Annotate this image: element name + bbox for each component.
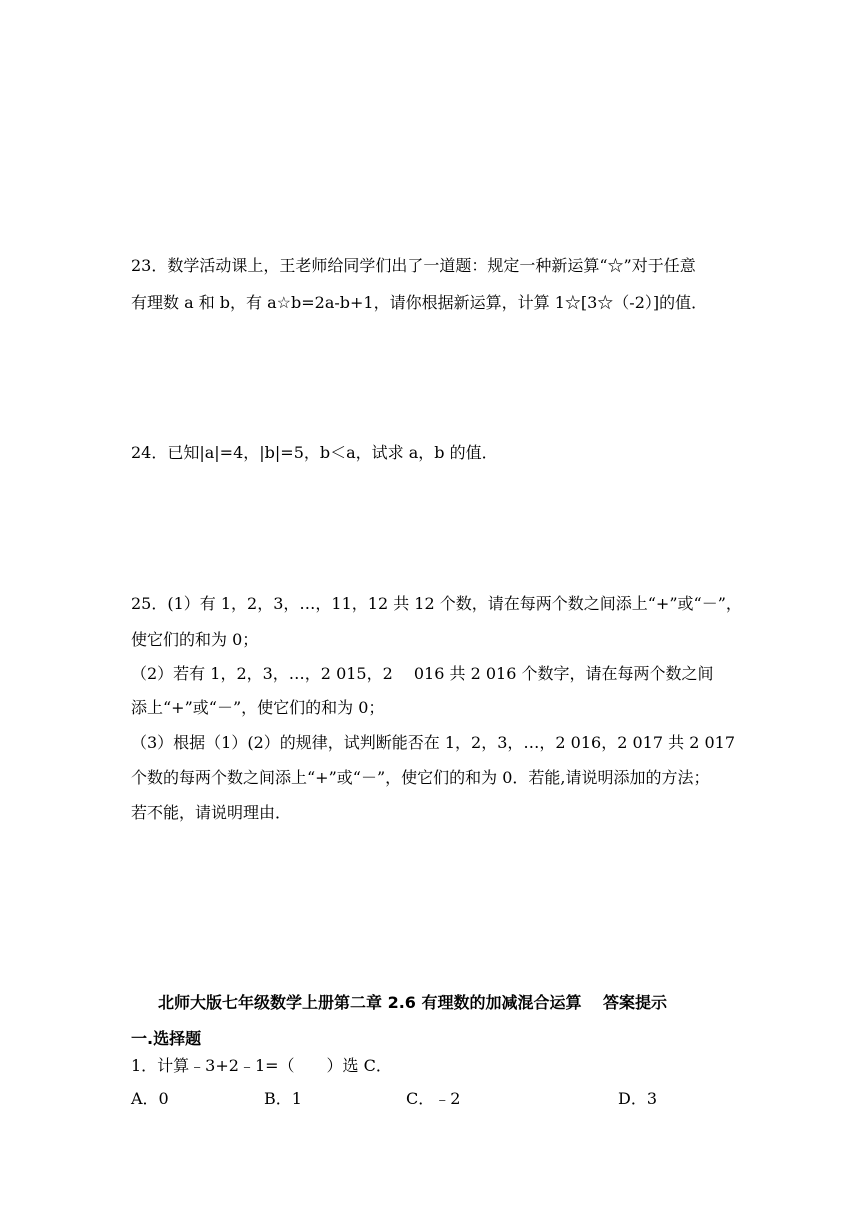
section-heading: 一.选择题: [131, 1029, 202, 1048]
question-25-line-1: 25．(1）有 1，2，3，…，11，12 共 12 个数，请在每两个数之间添上“+”或“－”，: [131, 594, 742, 613]
option-b: B．1: [264, 1089, 302, 1108]
question-25-line-2: 使它们的和为 0；: [131, 630, 259, 649]
question-25-line-3: （2）若有 1，2，3，…，2 015，2 016 共 2 016 个数字，请在每两个数之间: [131, 664, 714, 683]
option-d: D．3: [618, 1089, 658, 1108]
question-23-line-1: 23．数学活动课上，王老师给同学们出了一道题：规定一种新运算“☆”对于任意: [131, 256, 696, 275]
question-25-line-7: 若不能，请说明理由．: [131, 803, 292, 822]
answer-question-1: 1．计算﹣3+2﹣1=（ ）选 C．: [131, 1056, 392, 1075]
question-25-line-6: 个数的每两个数之间添上“+”或“－”，使它们的和为 0．若能,请说明添加的方法；: [131, 768, 710, 787]
question-25-line-5: （3）根据（1）(2）的规律，试判断能否在 1，2，3，…，2 016，2 017 共 2 017: [131, 733, 735, 752]
option-c: C．﹣2: [406, 1089, 461, 1108]
question-23-line-2: 有理数 a 和 b，有 a☆b=2a-b+1，请你根据新运算，计算 1☆[3☆（-2）]的值．: [131, 293, 708, 312]
option-a: A．0: [131, 1089, 169, 1108]
answer-title: 北师大版七年级数学上册第二章 2.6 有理数的加减混合运算 答案提示: [158, 993, 668, 1012]
question-24-line-1: 24．已知|a|=4，|b|=5，b＜a，试求 a，b 的值．: [131, 443, 498, 462]
question-25-line-4: 添上“+”或“－”，使它们的和为 0；: [131, 698, 385, 717]
